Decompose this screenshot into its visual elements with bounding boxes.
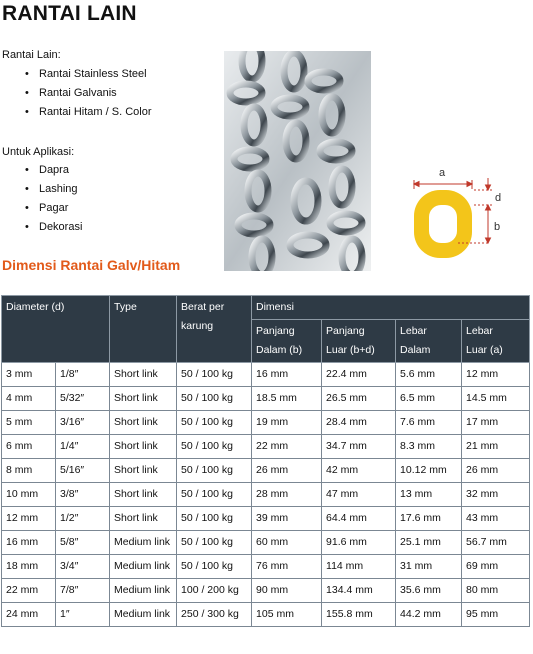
cell-berat: 50 / 100 kg bbox=[177, 387, 252, 411]
aplikasi-list bbox=[25, 161, 82, 237]
header-type: Type bbox=[110, 296, 177, 363]
rantai-lain-label: Rantai Lain: bbox=[2, 49, 61, 61]
chain-dimension-table bbox=[1, 295, 530, 627]
cell-lebar-dalam: 8.3 mm bbox=[396, 435, 462, 459]
cell-diameter-inch: 1/8″ bbox=[56, 363, 110, 387]
cell-type: Short link bbox=[110, 507, 177, 531]
header-berat: Berat per karung bbox=[177, 296, 252, 363]
cell-lebar-luar: 17 mm bbox=[462, 411, 530, 435]
list-item: • Rantai Galvanis bbox=[25, 84, 151, 103]
cell-lebar-luar: 80 mm bbox=[462, 579, 530, 603]
cell-diameter-mm: 24 mm bbox=[2, 603, 56, 627]
cell-panjang-luar: 64.4 mm bbox=[322, 507, 396, 531]
cell-diameter-mm: 10 mm bbox=[2, 483, 56, 507]
cell-lebar-luar: 32 mm bbox=[462, 483, 530, 507]
cell-diameter-inch: 1/4″ bbox=[56, 435, 110, 459]
cell-type: Short link bbox=[110, 363, 177, 387]
cell-type: Medium link bbox=[110, 555, 177, 579]
cell-diameter-inch: 5/32″ bbox=[56, 387, 110, 411]
cell-diameter-inch: 1/2″ bbox=[56, 507, 110, 531]
cell-panjang-luar: 134.4 mm bbox=[322, 579, 396, 603]
cell-panjang-dalam: 18.5 mm bbox=[252, 387, 322, 411]
cell-lebar-dalam: 5.6 mm bbox=[396, 363, 462, 387]
cell-diameter-mm: 8 mm bbox=[2, 459, 56, 483]
cell-lebar-luar: 56.7 mm bbox=[462, 531, 530, 555]
cell-diameter-mm: 4 mm bbox=[2, 387, 56, 411]
cell-lebar-dalam: 35.6 mm bbox=[396, 579, 462, 603]
cell-berat: 50 / 100 kg bbox=[177, 435, 252, 459]
cell-panjang-dalam: 90 mm bbox=[252, 579, 322, 603]
cell-lebar-dalam: 17.6 mm bbox=[396, 507, 462, 531]
cell-panjang-luar: 26.5 mm bbox=[322, 387, 396, 411]
cell-panjang-dalam: 76 mm bbox=[252, 555, 322, 579]
list-item: • Rantai Hitam / S. Color bbox=[25, 103, 151, 122]
cell-lebar-luar: 43 mm bbox=[462, 507, 530, 531]
cell-diameter-mm: 16 mm bbox=[2, 531, 56, 555]
cell-lebar-dalam: 7.6 mm bbox=[396, 411, 462, 435]
cell-panjang-luar: 114 mm bbox=[322, 555, 396, 579]
cell-diameter-mm: 12 mm bbox=[2, 507, 56, 531]
cell-panjang-dalam: 105 mm bbox=[252, 603, 322, 627]
cell-panjang-dalam: 60 mm bbox=[252, 531, 322, 555]
table-row bbox=[2, 363, 530, 387]
list-item: • Dapra bbox=[25, 161, 82, 180]
cell-lebar-dalam: 44.2 mm bbox=[396, 603, 462, 627]
cell-panjang-luar: 91.6 mm bbox=[322, 531, 396, 555]
cell-berat: 50 / 100 kg bbox=[177, 507, 252, 531]
cell-diameter-inch: 3/4″ bbox=[56, 555, 110, 579]
header-lebar-dalam: Lebar Dalam bbox=[396, 320, 462, 363]
cell-lebar-dalam: 13 mm bbox=[396, 483, 462, 507]
table-row bbox=[2, 459, 530, 483]
cell-panjang-dalam: 22 mm bbox=[252, 435, 322, 459]
cell-panjang-luar: 47 mm bbox=[322, 483, 396, 507]
chain-link-diagram bbox=[402, 160, 512, 260]
cell-berat: 50 / 100 kg bbox=[177, 483, 252, 507]
cell-type: Medium link bbox=[110, 603, 177, 627]
cell-berat: 50 / 100 kg bbox=[177, 459, 252, 483]
cell-type: Short link bbox=[110, 387, 177, 411]
cell-berat: 100 / 200 kg bbox=[177, 579, 252, 603]
cell-panjang-dalam: 19 mm bbox=[252, 411, 322, 435]
header-panjang-luar: Panjang Luar (b+d) bbox=[322, 320, 396, 363]
cell-lebar-luar: 26 mm bbox=[462, 459, 530, 483]
header-panjang-dalam: Panjang Dalam (b) bbox=[252, 320, 322, 363]
table-row bbox=[2, 387, 530, 411]
cell-diameter-mm: 6 mm bbox=[2, 435, 56, 459]
cell-diameter-mm: 3 mm bbox=[2, 363, 56, 387]
cell-panjang-dalam: 26 mm bbox=[252, 459, 322, 483]
cell-panjang-luar: 155.8 mm bbox=[322, 603, 396, 627]
table-header bbox=[2, 296, 530, 363]
table-row bbox=[2, 483, 530, 507]
cell-diameter-inch: 1″ bbox=[56, 603, 110, 627]
cell-lebar-dalam: 10.12 mm bbox=[396, 459, 462, 483]
cell-diameter-inch: 5/16″ bbox=[56, 459, 110, 483]
cell-diameter-inch: 7/8″ bbox=[56, 579, 110, 603]
table-row bbox=[2, 579, 530, 603]
cell-diameter-mm: 5 mm bbox=[2, 411, 56, 435]
cell-panjang-dalam: 39 mm bbox=[252, 507, 322, 531]
cell-panjang-dalam: 16 mm bbox=[252, 363, 322, 387]
aplikasi-label: Untuk Aplikasi: bbox=[2, 146, 75, 158]
cell-type: Short link bbox=[110, 411, 177, 435]
header-diameter: Diameter (d) bbox=[2, 296, 110, 363]
section-heading: Dimensi Rantai Galv/Hitam bbox=[2, 257, 181, 273]
cell-type: Short link bbox=[110, 483, 177, 507]
cell-lebar-luar: 69 mm bbox=[462, 555, 530, 579]
cell-diameter-mm: 22 mm bbox=[2, 579, 56, 603]
cell-panjang-luar: 42 mm bbox=[322, 459, 396, 483]
cell-panjang-luar: 22.4 mm bbox=[322, 363, 396, 387]
cell-type: Medium link bbox=[110, 531, 177, 555]
cell-berat: 250 / 300 kg bbox=[177, 603, 252, 627]
cell-lebar-luar: 21 mm bbox=[462, 435, 530, 459]
cell-diameter-inch: 5/8″ bbox=[56, 531, 110, 555]
table-body bbox=[2, 363, 530, 627]
cell-lebar-dalam: 6.5 mm bbox=[396, 387, 462, 411]
header-dimensi: Dimensi bbox=[252, 296, 530, 320]
cell-diameter-inch: 3/16″ bbox=[56, 411, 110, 435]
dimension-d-label: d bbox=[495, 192, 502, 204]
cell-diameter-inch: 3/8″ bbox=[56, 483, 110, 507]
cell-berat: 50 / 100 kg bbox=[177, 363, 252, 387]
cell-lebar-dalam: 31 mm bbox=[396, 555, 462, 579]
cell-lebar-dalam: 25.1 mm bbox=[396, 531, 462, 555]
cell-diameter-mm: 18 mm bbox=[2, 555, 56, 579]
cell-type: Short link bbox=[110, 459, 177, 483]
cell-lebar-luar: 14.5 mm bbox=[462, 387, 530, 411]
dimension-a-label: a bbox=[439, 167, 446, 179]
list-item: • Lashing bbox=[25, 180, 82, 199]
cell-type: Medium link bbox=[110, 579, 177, 603]
cell-berat: 50 / 100 kg bbox=[177, 411, 252, 435]
cell-type: Short link bbox=[110, 435, 177, 459]
cell-panjang-luar: 28.4 mm bbox=[322, 411, 396, 435]
table-row bbox=[2, 411, 530, 435]
page-title: RANTAI LAIN bbox=[2, 2, 137, 25]
cell-lebar-luar: 95 mm bbox=[462, 603, 530, 627]
table-row bbox=[2, 531, 530, 555]
list-item: • Pagar bbox=[25, 199, 82, 218]
table-row bbox=[2, 507, 530, 531]
list-item: • Dekorasi bbox=[25, 218, 82, 237]
cell-panjang-dalam: 28 mm bbox=[252, 483, 322, 507]
table-row bbox=[2, 603, 530, 627]
header-lebar-luar: Lebar Luar (a) bbox=[462, 320, 530, 363]
cell-lebar-luar: 12 mm bbox=[462, 363, 530, 387]
table-row bbox=[2, 555, 530, 579]
cell-panjang-luar: 34.7 mm bbox=[322, 435, 396, 459]
chain-illustration bbox=[224, 51, 371, 271]
dimension-b-label: b bbox=[494, 221, 501, 233]
chain-photo bbox=[224, 51, 371, 271]
cell-berat: 50 / 100 kg bbox=[177, 531, 252, 555]
chain-link-icon bbox=[414, 190, 472, 258]
table-row bbox=[2, 435, 530, 459]
list-item: • Rantai Stainless Steel bbox=[25, 65, 151, 84]
cell-berat: 50 / 100 kg bbox=[177, 555, 252, 579]
rantai-lain-list bbox=[25, 65, 151, 122]
